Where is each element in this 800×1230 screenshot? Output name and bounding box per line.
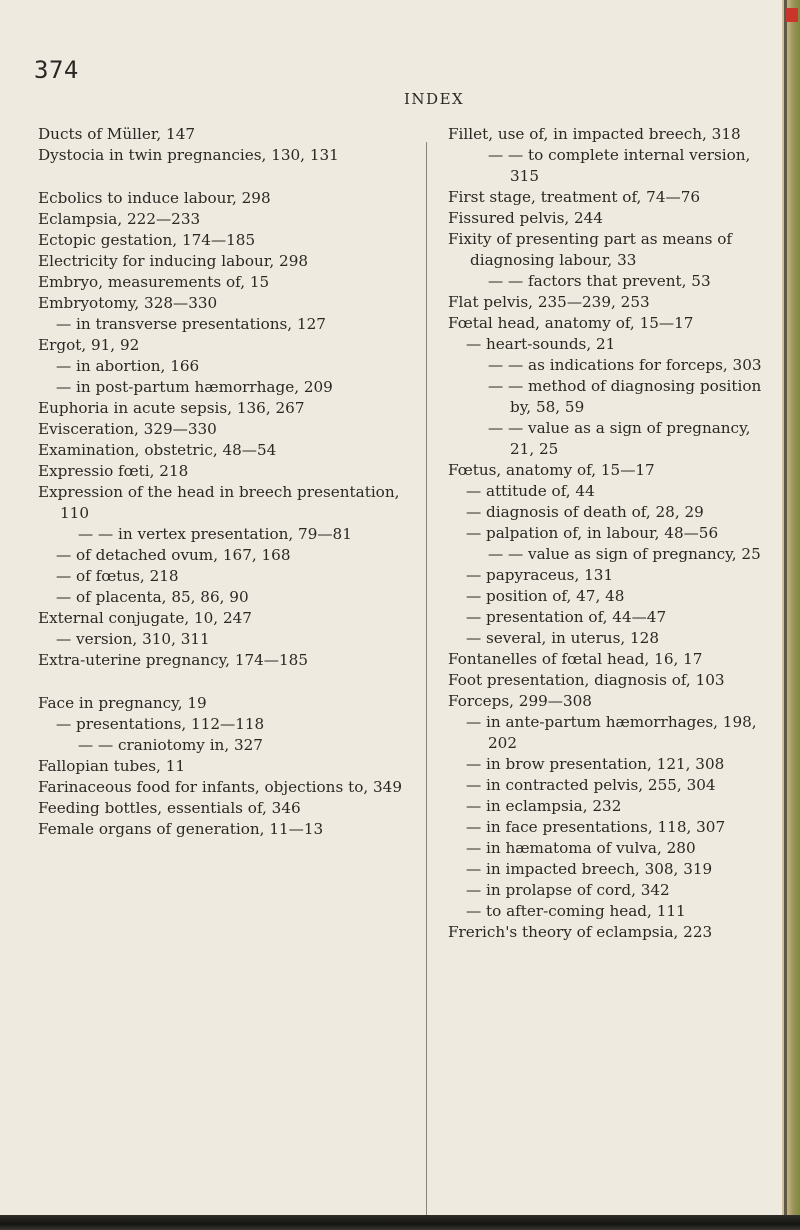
index-entry: — in ante-partum hæmorrhages, 198, 202: [466, 713, 757, 752]
index-entry: — — value as sign of pregnancy, 25: [488, 545, 761, 563]
index-entry: Electricity for inducing labour, 298: [38, 252, 309, 270]
index-entry: Eclampsia, 222—233: [38, 210, 201, 228]
page-edge-line: [784, 0, 787, 1230]
index-entry: — — value as a sign of pregnancy, 21, 25: [488, 419, 751, 458]
index-entry: Dystocia in twin pregnancies, 130, 131: [38, 146, 339, 164]
index-entry: Fixity of presenting part as means of diagnosing labour, 33: [448, 230, 733, 269]
index-entry: — in transverse presentations, 127: [56, 315, 326, 333]
index-entry: — diagnosis of death of, 28, 29: [466, 503, 704, 521]
index-entry: — of detached ovum, 167, 168: [56, 546, 291, 564]
index-entry: — — in vertex presentation, 79—81: [78, 525, 352, 543]
index-column-right: [448, 124, 768, 943]
index-entry: — to after-coming head, 111: [466, 902, 686, 920]
index-entry: — — method of diagnosing position by, 58, 59: [488, 377, 762, 416]
index-entry: Flat pelvis, 235—239, 253: [448, 293, 650, 311]
index-entry: Expressio fœti, 218: [38, 462, 189, 480]
index-entry: Ducts of Müller, 147: [38, 125, 196, 143]
index-entry: Frerich's theory of eclampsia, 223: [448, 923, 713, 941]
index-entry: — — craniotomy in, 327: [78, 736, 263, 754]
index-entry: — in contracted pelvis, 255, 304: [466, 776, 716, 794]
running-head: INDEX: [404, 90, 465, 108]
index-entry: Embryo, measurements of, 15: [38, 273, 270, 291]
index-entry: — in impacted breech, 308, 319: [466, 860, 713, 878]
entry-gap: [38, 671, 426, 693]
index-entry: — in post-partum hæmorrhage, 209: [56, 378, 333, 396]
corner-tab: [786, 8, 798, 22]
index-entry: Expression of the head in breech presentation, 110: [38, 483, 400, 522]
index-entry: — palpation of, in labour, 48—56: [466, 524, 719, 542]
index-entry: — — to complete internal version, 315: [488, 146, 751, 185]
index-entry: Fillet, use of, in impacted breech, 318: [448, 125, 741, 143]
index-entry: External conjugate, 10, 247: [38, 609, 252, 627]
index-entry: Euphoria in acute sepsis, 136, 267: [38, 399, 305, 417]
index-entry: Ergot, 91, 92: [38, 336, 140, 354]
index-entry: — position of, 47, 48: [466, 587, 625, 605]
index-entry: Face in pregnancy, 19: [38, 694, 207, 712]
page-number: 374: [34, 56, 79, 84]
index-entry: Fontanelles of fœtal head, 16, 17: [448, 650, 703, 668]
index-entry: Ectopic gestation, 174—185: [38, 231, 256, 249]
page-edge-strip: [782, 0, 800, 1230]
index-entry: — in face presentations, 118, 307: [466, 818, 726, 836]
index-entry: Embryotomy, 328—330: [38, 294, 218, 312]
index-entry: Ecbolics to induce labour, 298: [38, 189, 271, 207]
index-entry: — — as indications for forceps, 303: [488, 356, 762, 374]
index-entry: — attitude of, 44: [466, 482, 595, 500]
index-entry: — in abortion, 166: [56, 357, 200, 375]
index-entry: Female organs of generation, 11—13: [38, 820, 324, 838]
index-entry: — presentation of, 44—47: [466, 608, 667, 626]
index-entry: First stage, treatment of, 74—76: [448, 188, 701, 206]
index-entry: Foot presentation, diagnosis of, 103: [448, 671, 725, 689]
index-entry: Farinaceous food for infants, objections to, 349: [38, 778, 402, 796]
index-entry: Evisceration, 329—330: [38, 420, 217, 438]
column-divider: [426, 142, 427, 1230]
index-entry: — heart-sounds, 21: [466, 335, 616, 353]
index-entry: — in prolapse of cord, 342: [466, 881, 670, 899]
index-entry: — several, in uterus, 128: [466, 629, 660, 647]
index-entry: — presentations, 112—118: [56, 715, 265, 733]
index-entry: — of placenta, 85, 86, 90: [56, 588, 249, 606]
index-entry: Fœtus, anatomy of, 15—17: [448, 461, 655, 479]
index-entry: Feeding bottles, essentials of, 346: [38, 799, 301, 817]
entry-gap: [38, 166, 426, 188]
index-entry: Forceps, 299—308: [448, 692, 592, 710]
bottom-edge-strip: [0, 1215, 800, 1230]
index-entry: — in brow presentation, 121, 308: [466, 755, 725, 773]
index-entry: Fallopian tubes, 11: [38, 757, 186, 775]
index-entry: — version, 310, 311: [56, 630, 210, 648]
index-entry: Fissured pelvis, 244: [448, 209, 604, 227]
index-entry: — papyraceus, 131: [466, 566, 614, 584]
index-column-left: [38, 124, 426, 840]
index-entry: — in eclampsia, 232: [466, 797, 622, 815]
index-entry: — of fœtus, 218: [56, 567, 179, 585]
index-entry: — — factors that prevent, 53: [488, 272, 711, 290]
index-entry: Extra-uterine pregnancy, 174—185: [38, 651, 308, 669]
index-entry: Fœtal head, anatomy of, 15—17: [448, 314, 694, 332]
index-entry: — in hæmatoma of vulva, 280: [466, 839, 696, 857]
index-entry: Examination, obstetric, 48—54: [38, 441, 277, 459]
